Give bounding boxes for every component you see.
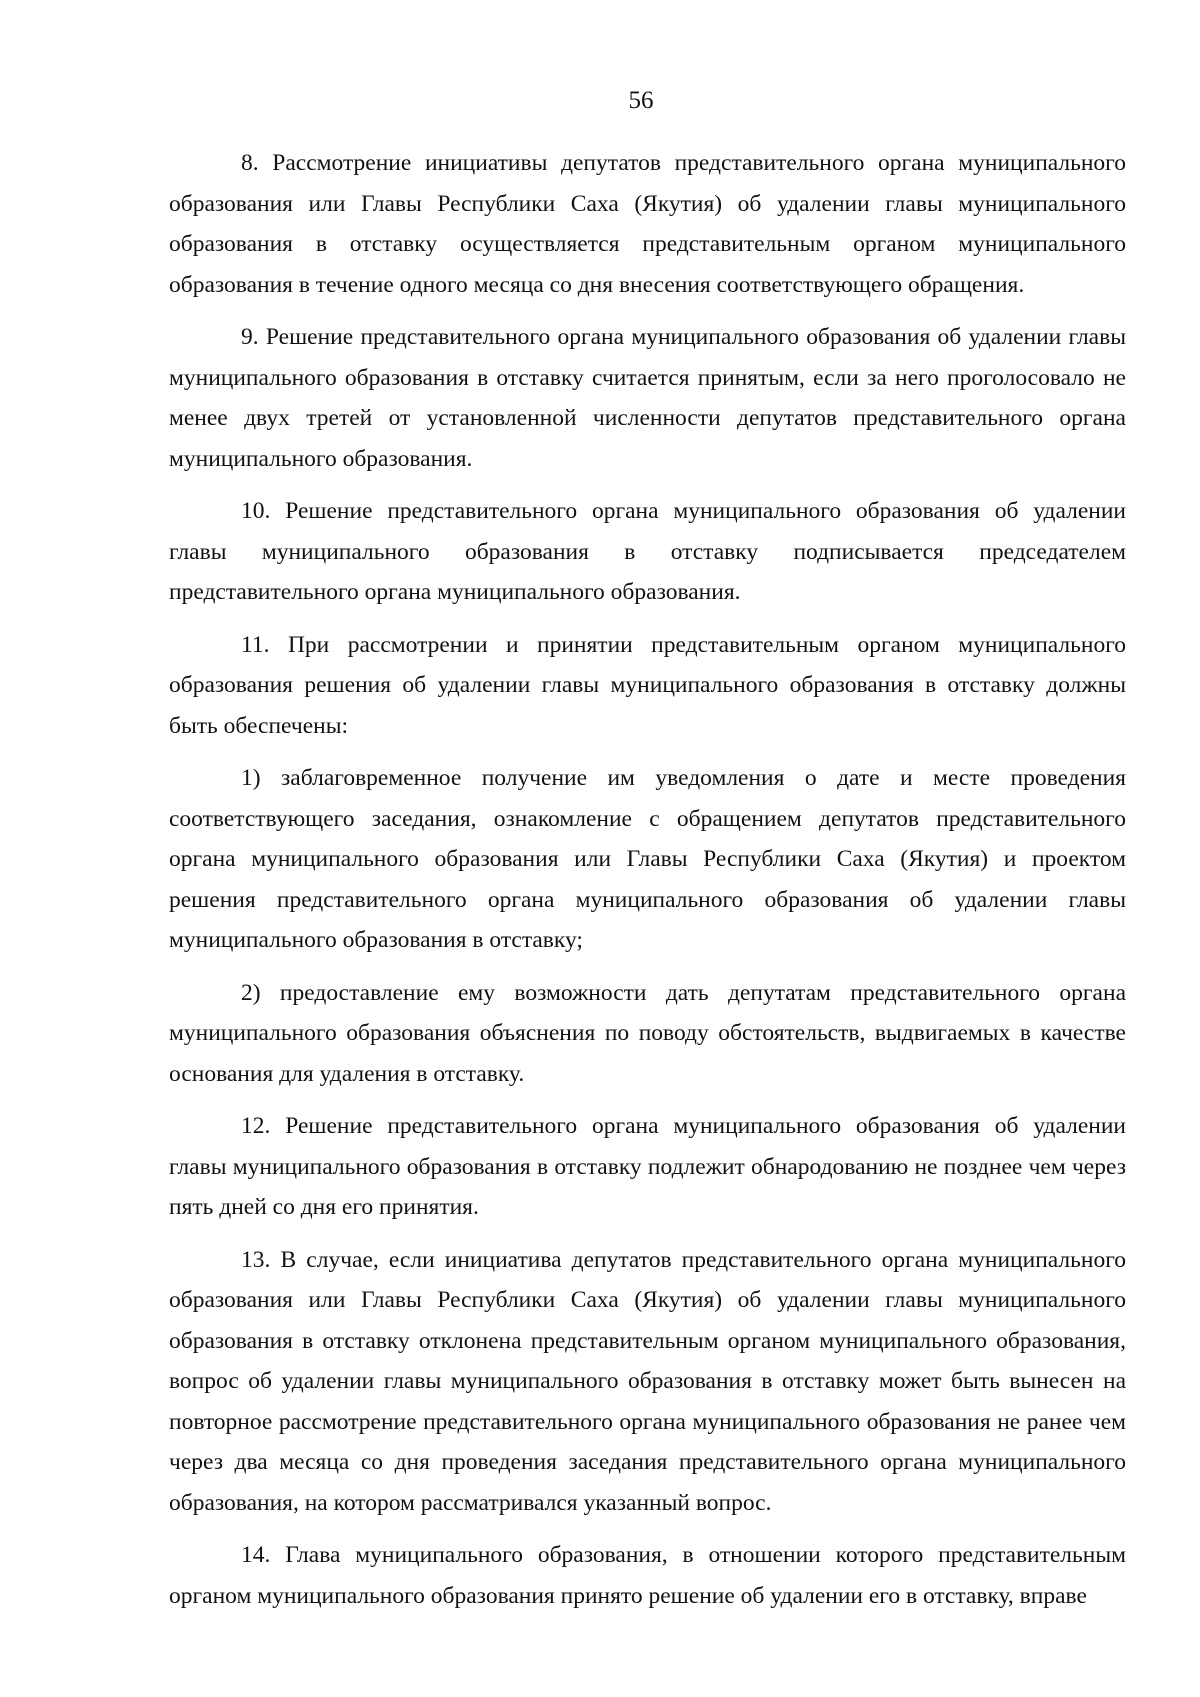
paragraph-13: 13. В случае, если инициатива депутатов представительного органа муниципального образования или Главы Республики Саха (Якутия) об удалении главы муниципального образования в отставку отклонена представительным органом муниципального образования, вопрос об удалении главы муниципального образования в отставку может быть вынесен на повторное рассмотрение представительного органа муниципального образования не ранее чем через два месяца со дня проведения заседания представительного органа муниципального образования, на котором рассматривался указанный вопрос. bbox=[169, 1246, 1126, 1516]
page-number: 56 bbox=[628, 87, 654, 114]
paragraph-11: 11. При рассмотрении и принятии представительным органом муниципального образования решения об удалении главы муниципального образования в отставку должны быть обеспечены: bbox=[169, 631, 1126, 739]
paragraph-14: 14. Глава муниципального образования, в отношении которого представительным органом муниципального образования принято решение об удалении его в отставку, вправе bbox=[169, 1542, 1126, 1609]
paragraph-11-item-1: 1) заблаговременное получение им уведомления о дате и месте проведения соответствующего заседания, ознакомление с обращением депутатов представительного органа муниципального образования или Главы Республики Саха (Якутия) и проектом решения представительного органа муниципального образования об удалении главы муниципального образования в отставку; bbox=[169, 765, 1126, 953]
document-body bbox=[169, 143, 1126, 1616]
paragraph-9: 9. Решение представительного органа муниципального образования об удалении главы муниципального образования в отставку считается принятым, если за него проголосовало не менее двух третей от установленной численности депутатов представительного органа муниципального образования. bbox=[169, 324, 1126, 472]
paragraph-8: 8. Рассмотрение инициативы депутатов представительного органа муниципального образования или Главы Республики Саха (Якутия) об удалении главы муниципального образования в отставку осуществляется представительным органом муниципального образования в течение одного месяца со дня внесения соответствующего обращения. bbox=[169, 150, 1126, 298]
paragraph-10: 10. Решение представительного органа муниципального образования об удалении главы муниципального образования в отставку подписывается председателем представительного органа муниципального образования. bbox=[169, 498, 1126, 605]
paragraph-11-item-2: 2) предоставление ему возможности дать депутатам представительного органа муниципального образования объяснения по поводу обстоятельств, выдвигаемых в качестве основания для удаления в отставку. bbox=[169, 979, 1126, 1087]
paragraph-12: 12. Решение представительного органа муниципального образования об удалении главы муниципального образования в отставку подлежит обнародованию не позднее чем через пять дней со дня его принятия. bbox=[169, 1113, 1126, 1220]
